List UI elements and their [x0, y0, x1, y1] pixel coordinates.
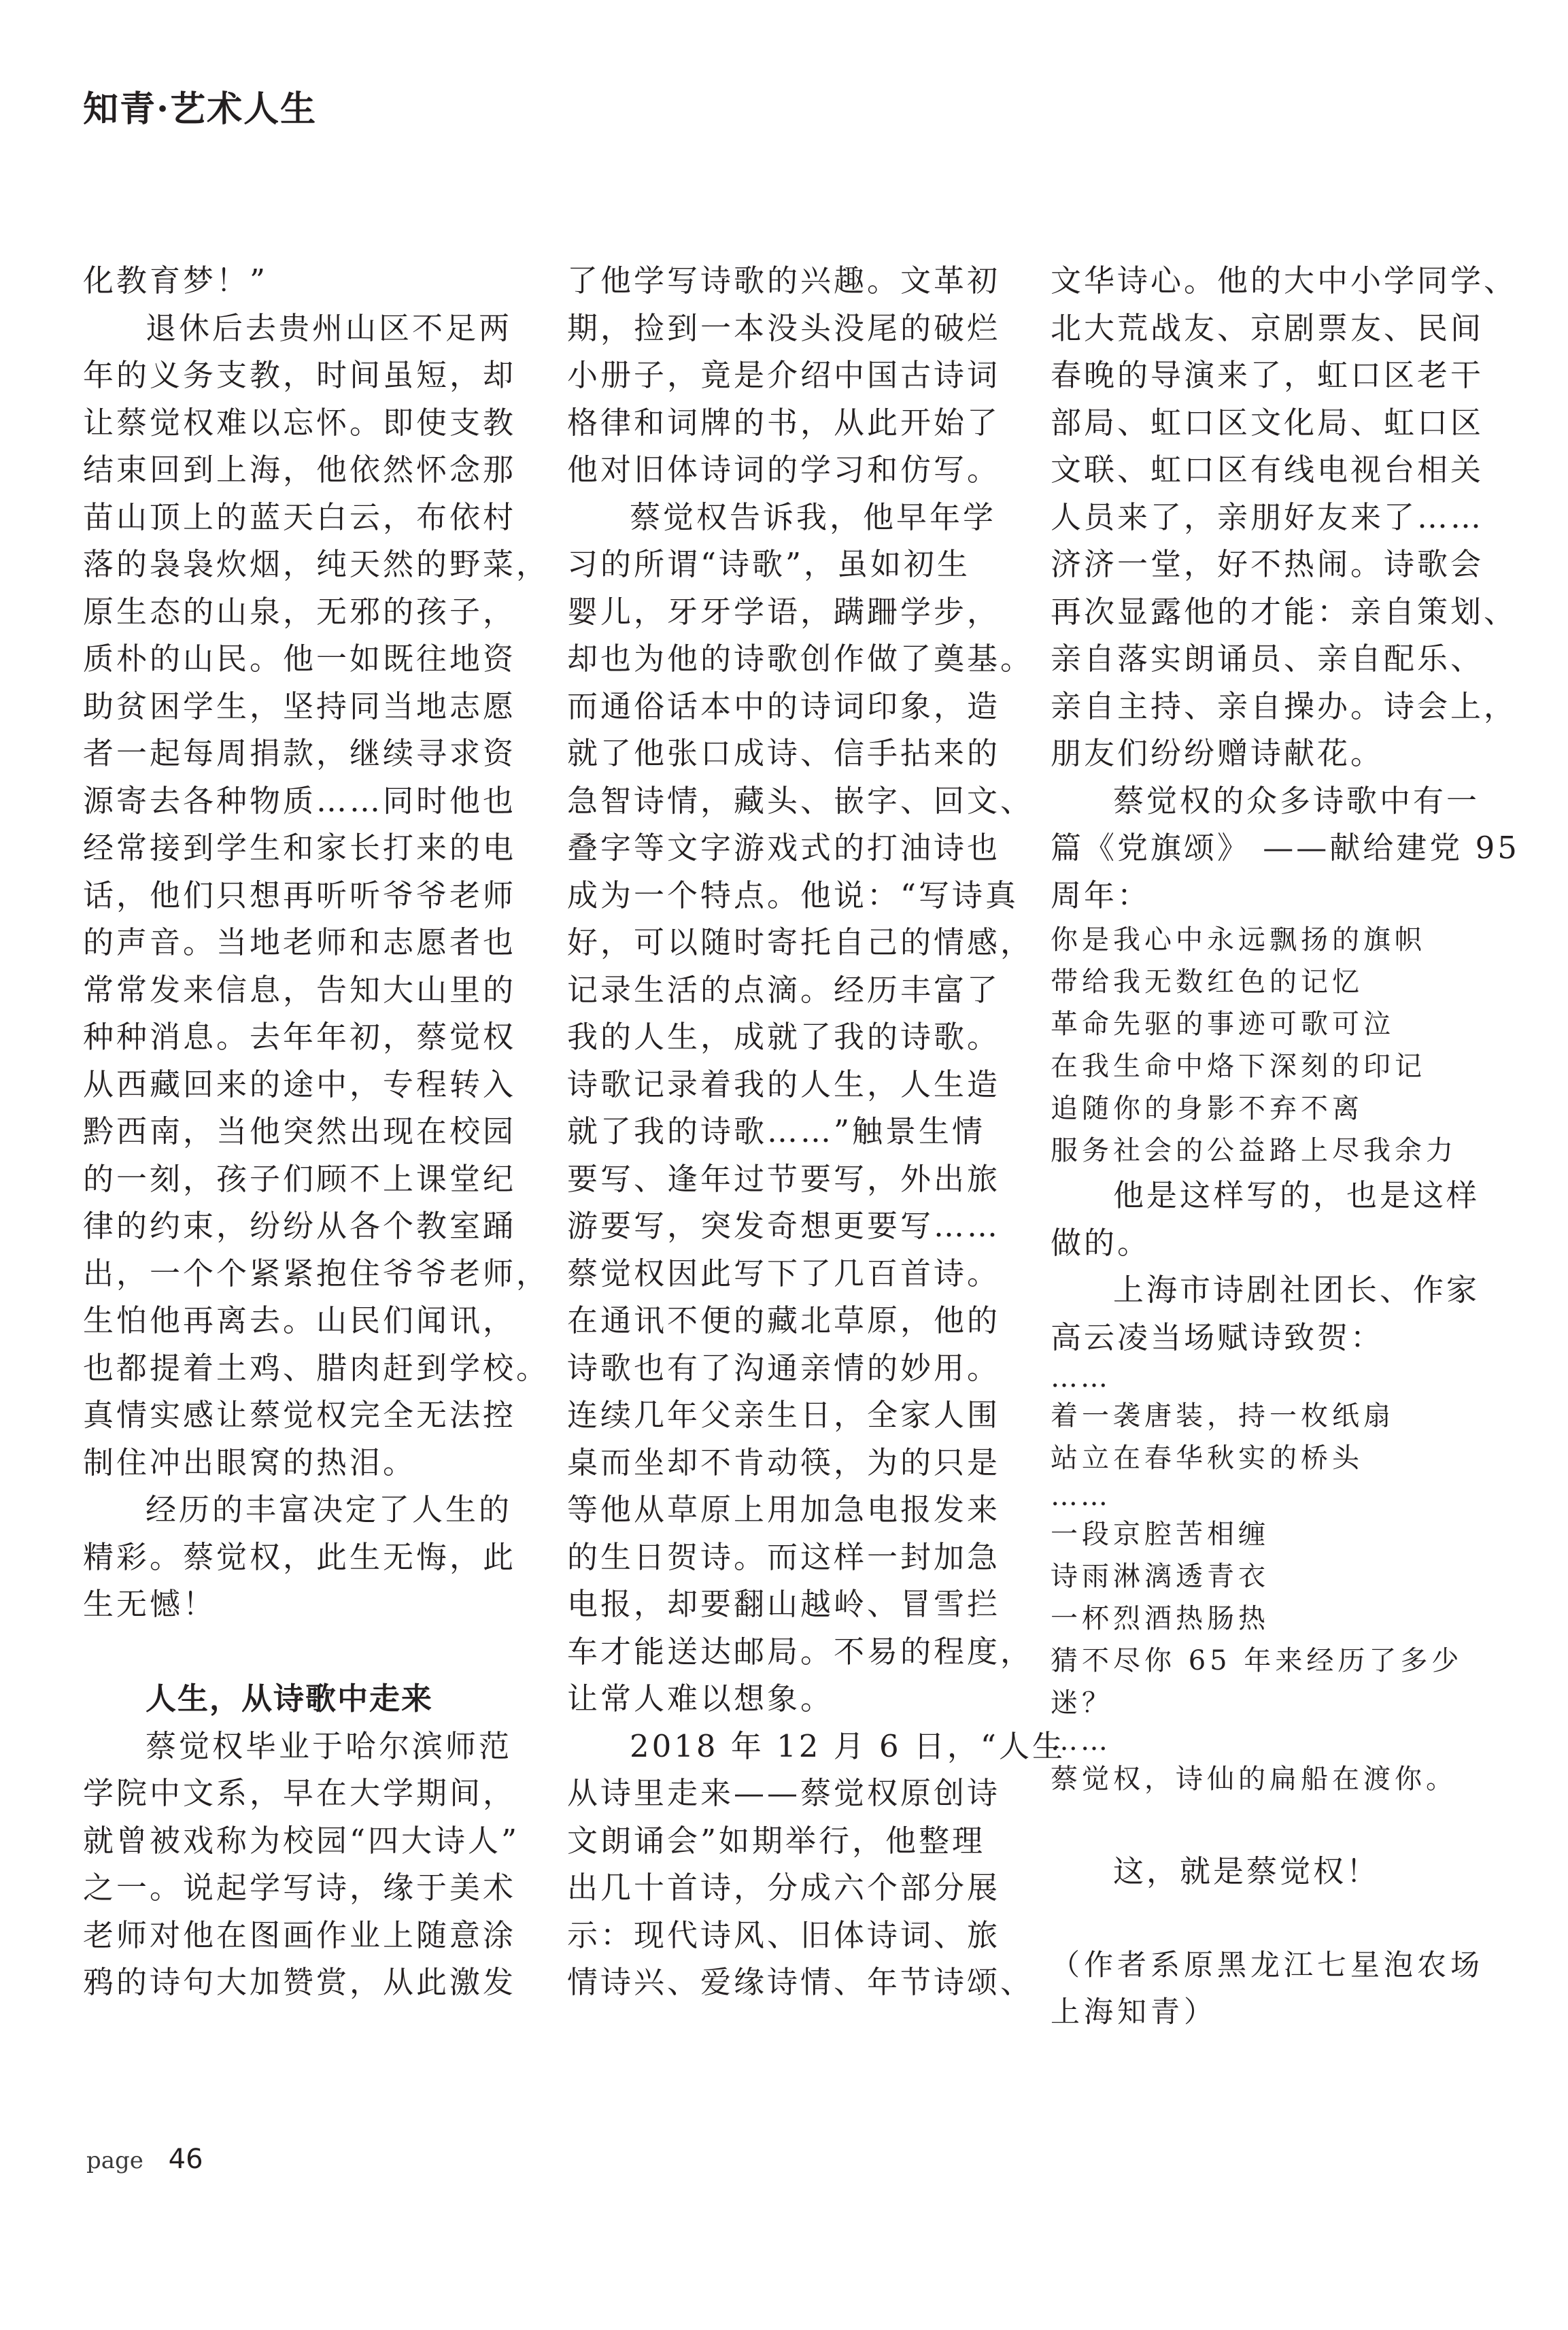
paragraph-line: 车才能送达邮局。不易的程度， [567, 1633, 1034, 1670]
paragraph-line: 精彩。蔡觉权，此生无悔，此 [83, 1538, 517, 1575]
poem-line: 站立在春华秋实的桥头 [1051, 1442, 1363, 1474]
paragraph-line: 蔡觉权的众多诗歌中有一 [1113, 782, 1480, 819]
poem-ellipsis: …… [1051, 1481, 1110, 1512]
page-label: page [86, 2147, 143, 2174]
paragraph-line: 真情实感让蔡觉权完全无法控 [83, 1397, 517, 1433]
paragraph-line: 之一。说起学写诗，缘于美术 [83, 1870, 517, 1906]
paragraph-line: 亲自落实朗诵员、亲自配乐、 [1051, 641, 1484, 677]
paragraph-line: 老师对他在图画作业上随意涂 [83, 1917, 517, 1953]
poem-line: 在我生命中烙下深刻的印记 [1051, 1051, 1426, 1082]
paragraph-line: 话，他们只想再听听爷爷老师 [83, 877, 517, 913]
paragraph-line: 篇《党旗颂》 ——献给建党 95 [1051, 830, 1520, 866]
author-note: （作者系原黑龙江七星泡农场 [1051, 1948, 1484, 1982]
paragraph-line: 再次显露他的才能：亲自策划、 [1051, 593, 1518, 630]
paragraph-line: 的生日贺诗。而这样一封加急 [567, 1538, 1001, 1575]
poem-line: 一杯烈酒热肠热 [1051, 1603, 1269, 1634]
paragraph-line: 小册子，竟是介绍中国古诗词 [567, 357, 1001, 393]
paragraph-line: 文华诗心。他的大中小学同学、 [1051, 263, 1518, 299]
paragraph-line: 质朴的山民。他一如既往地资 [83, 641, 517, 677]
author-note: 上海知青） [1051, 1995, 1217, 2029]
paragraph-line: 从西藏回来的途中，专程转入 [83, 1066, 517, 1102]
paragraph-line: 叠字等文字游戏式的打油诗也 [567, 830, 1001, 866]
paragraph-line: 生怕他再离去。山民们闻讯， [83, 1302, 517, 1338]
poem-line: 着一袭唐装，持一枚纸扇 [1051, 1400, 1395, 1432]
paragraph-line: 示：现代诗风、旧体诗词、旅 [567, 1917, 1001, 1953]
page-number: 46 [168, 2144, 203, 2175]
paragraph-line: 急智诗情，藏头、嵌字、回文、 [567, 782, 1034, 819]
paragraph-line: 出几十首诗，分成六个部分展 [567, 1870, 1001, 1906]
paragraph-line: 2018 年 12 月 6 日，“人生 [630, 1727, 1066, 1764]
paragraph-line: 结束回到上海，他依然怀念那 [83, 452, 517, 488]
section-header: 知青·艺术人生 [83, 88, 318, 130]
paragraph-line: 种种消息。去年年初，蔡觉权 [83, 1019, 517, 1055]
paragraph-line: 蔡觉权毕业于哈尔滨师范 [146, 1727, 513, 1764]
spacer [1051, 1895, 1505, 1942]
poem-line: 带给我无数红色的记忆 [1051, 966, 1363, 998]
paragraph-line: 者一起每周捐款，继续寻求资 [83, 735, 517, 771]
paragraph-line: 学院中文系，早在大学期间， [83, 1775, 517, 1811]
paragraph-line: 要写、逢年过节要写，外出旅 [567, 1160, 1001, 1197]
paragraph-line: 这，就是蔡觉权！ [1113, 1853, 1380, 1889]
paragraph-line: 他对旧体诗词的学习和仿写。 [567, 452, 1001, 488]
paragraph-line: 而通俗话本中的诗词印象，造 [567, 688, 1001, 724]
paragraph-line: 助贫困学生，坚持同当地志愿 [83, 688, 517, 724]
poem-line: 蔡觉权，诗仙的扁船在渡你。 [1051, 1763, 1457, 1795]
poem-line: 你是我心中永远飘扬的旗帜 [1051, 924, 1426, 956]
paragraph-line: 蔡觉权因此写下了几百首诗。 [567, 1255, 1001, 1291]
paragraph-line: 蔡觉权告诉我，他早年学 [630, 499, 997, 535]
paragraph-line: 文联、虹口区有线电视台相关 [1051, 452, 1484, 488]
paragraph-line: 律的约束，纷纷从各个教室踊 [83, 1208, 517, 1244]
paragraph-line: 从诗里走来——蔡觉权原创诗 [567, 1775, 1001, 1811]
paragraph-line: 游要写，突发奇想更要写…… [567, 1208, 1001, 1244]
paragraph-line: 经历的丰富决定了人生的 [146, 1491, 513, 1527]
spacer [83, 1628, 539, 1676]
poem-line: 一段京腔苦相缠 [1051, 1519, 1269, 1550]
paragraph-line: 桌而坐却不肯动筷，为的只是 [567, 1444, 1001, 1481]
paragraph-line: 情诗兴、爱缘诗情、年节诗颂、 [567, 1964, 1034, 2000]
paragraph-line: 让蔡觉权难以忘怀。即使支教 [83, 404, 517, 441]
poem-line: 猜不尽你 65 年来经历了多少 [1051, 1645, 1463, 1676]
poem-line: 服务社会的公益路上尽我余力 [1051, 1135, 1457, 1166]
poem-ellipsis: …… [1051, 1362, 1110, 1394]
article-column-1 [83, 257, 550, 2006]
paragraph-line: 的一刻，孩子们顾不上课堂纪 [83, 1160, 517, 1197]
poem-line: 诗雨淋漓透青衣 [1051, 1561, 1269, 1592]
paragraph-line: 做的。 [1051, 1224, 1151, 1261]
paragraph-line: 他是这样写的，也是这样 [1113, 1177, 1480, 1213]
paragraph-line: 源寄去各种物质……同时他也 [83, 782, 517, 819]
paragraph-line: 黔西南，当他突然出现在校园 [83, 1113, 517, 1149]
section-subheading: 人生，从诗歌中走来 [146, 1681, 434, 1717]
paragraph-line: 鸦的诗句大加赞赏，从此激发 [83, 1964, 517, 2000]
paragraph-line: 经常接到学生和家长打来的电 [83, 830, 517, 866]
paragraph-line: 诗歌记录着我的人生，人生造 [567, 1066, 1001, 1102]
paragraph-line: 就了他张口成诗、信手拈来的 [567, 735, 1001, 771]
paragraph-line: 让常人难以想象。 [567, 1681, 834, 1717]
poem-ellipsis: …… [1051, 1725, 1110, 1757]
paragraph-line: 了他学写诗歌的兴趣。文革初 [567, 263, 1001, 299]
paragraph-line: 也都提着土鸡、腊肉赶到学校。 [83, 1349, 550, 1386]
paragraph-line: 年的义务支教，时间虽短，却 [83, 357, 517, 393]
paragraph-line: 我的人生，成就了我的诗歌。 [567, 1019, 1001, 1055]
paragraph-line: 记录生活的点滴。经历丰富了 [567, 971, 1001, 1008]
poem-line: 革命先驱的事迹可歌可泣 [1051, 1009, 1395, 1040]
paragraph-line: 周年： [1051, 877, 1151, 913]
paragraph-line: 朋友们纷纷赠诗献花。 [1051, 735, 1384, 771]
paragraph-line: 人员来了，亲朋好友来了…… [1051, 499, 1484, 535]
paragraph-line: 落的袅袅炊烟，纯天然的野菜， [83, 546, 550, 582]
paragraph-line: 生无憾！ [83, 1586, 217, 1622]
paragraph-line: 格律和词牌的书，从此开始了 [567, 404, 1001, 441]
paragraph-line: 的声音。当地老师和志愿者也 [83, 924, 517, 960]
paragraph-line: 北大荒战友、京剧票友、民间 [1051, 309, 1484, 346]
paragraph-line: 苗山顶上的蓝天白云，布依村 [83, 499, 517, 535]
paragraph-line: 退休后去贵州山区不足两 [146, 309, 513, 346]
paragraph-line: 高云凌当场赋诗致贺： [1051, 1319, 1384, 1355]
article-column-3 [1051, 257, 1520, 2037]
paragraph-line: 诗歌也有了沟通亲情的妙用。 [567, 1349, 1001, 1386]
paragraph-line: 上海市诗剧社团长、作家 [1113, 1272, 1480, 1308]
paragraph-line: 部局、虹口区文化局、虹口区 [1051, 404, 1484, 441]
paragraph-line: 却也为他的诗歌创作做了奠基。 [567, 641, 1034, 677]
article-column-2 [567, 257, 1066, 2006]
paragraph-line: 期，捡到一本没头没尾的破烂 [567, 309, 1001, 346]
paragraph-line: 习的所谓“诗歌”，虽如初生 [567, 546, 971, 582]
paragraph-line: 连续几年父亲生日，全家人围 [567, 1397, 1001, 1433]
paragraph-line: 电报，却要翻山越岭、冒雪拦 [567, 1586, 1001, 1622]
paragraph-line: 化教育梦！” [83, 263, 269, 299]
paragraph-line: 原生态的山泉，无邪的孩子， [83, 593, 517, 630]
paragraph-line: 成为一个特点。他说：“写诗真 [567, 877, 1019, 913]
paragraph-line: 在通讯不便的藏北草原，他的 [567, 1302, 1001, 1338]
paragraph-line: 亲自主持、亲自操办。诗会上， [1051, 688, 1518, 724]
page-footer [86, 2144, 203, 2175]
paragraph-line: 好，可以随时寄托自己的情感， [567, 924, 1034, 960]
paragraph-line: 出，一个个紧紧抱住爷爷老师， [83, 1255, 550, 1291]
paragraph-line: 常常发来信息，告知大山里的 [83, 971, 517, 1008]
paragraph-line: 等他从草原上用加急电报发来 [567, 1491, 1001, 1527]
paragraph-line: 制住冲出眼窝的热泪。 [83, 1444, 417, 1481]
spacer [1051, 1800, 1505, 1848]
paragraph-line: 文朗诵会”如期举行，他整理 [567, 1822, 986, 1859]
poem-line: 迷？ [1051, 1687, 1113, 1719]
paragraph-line: 就曾被戏称为校园“四大诗人” [83, 1822, 520, 1859]
paragraph-line: 婴儿，牙牙学语，蹒跚学步， [567, 593, 1001, 630]
paragraph-line: 济济一堂，好不热闹。诗歌会 [1051, 546, 1484, 582]
poem-line: 追随你的身影不弃不离 [1051, 1093, 1363, 1124]
paragraph-line: 春晚的导演来了，虹口区老干 [1051, 357, 1484, 393]
paragraph-line: 就了我的诗歌……”触景生情 [567, 1113, 986, 1149]
